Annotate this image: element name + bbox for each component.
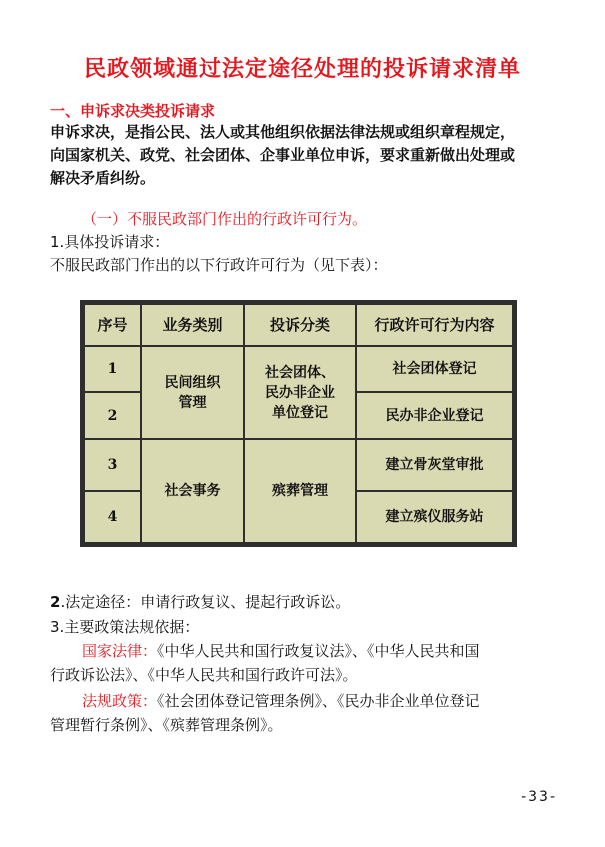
definition-paragraph xyxy=(50,121,560,190)
item2-number: 2 xyxy=(50,593,61,611)
regs-label: 法规政策： xyxy=(82,692,158,710)
category-civil-org: 民间组织 管理 xyxy=(164,374,221,411)
row-number: 1 xyxy=(107,361,118,377)
class-funeral: 殡葬管理 xyxy=(272,483,328,499)
item1-label: 1.具体投诉请求： xyxy=(50,233,170,251)
page-number: -33- xyxy=(521,789,557,805)
definition-line: 申诉求决，是指公民、法人或其他组织依据法律法规或组织章程规定， xyxy=(50,123,516,141)
regs-text: 《社会团体登记管理条例》、《民办非企业单位登记 xyxy=(157,692,480,710)
content-item: 社会团体登记 xyxy=(392,361,477,377)
item2 xyxy=(50,591,350,612)
item2-text: .法定途径：申请行政复议、提起行政诉讼。 xyxy=(60,593,351,611)
content-item: 民办非企业登记 xyxy=(385,407,484,424)
laws-line2: 行政诉讼法》、《中华人民共和国行政许可法》。 xyxy=(50,666,358,684)
laws-line xyxy=(82,640,480,661)
row-number: 4 xyxy=(107,509,118,525)
page-title: 民政领域通过法定途径处理的投诉请求清单 xyxy=(83,57,521,82)
item1-text: 不服民政部门作出的以下行政许可行为（见下表）： xyxy=(50,256,388,274)
row-number: 2 xyxy=(107,407,118,424)
licensing-table xyxy=(80,300,517,547)
regs-line2: 管理暂行条例》、《殡葬管理条例》。 xyxy=(50,716,283,734)
definition-line: 向国家机关、政党、社会团体、企事业单位申诉，要求重新做出处理或 xyxy=(50,146,516,164)
subsection-heading: （一）不服民政部门作出的行政许可行为。 xyxy=(82,210,368,228)
content-item: 建立殡仪服务站 xyxy=(385,509,484,525)
header-complaint-class: 投诉分类 xyxy=(269,316,330,334)
header-index: 序号 xyxy=(97,316,128,334)
laws-text: 《中华人民共和国行政复议法》、《中华人民共和国 xyxy=(157,642,480,660)
regs-line xyxy=(82,690,480,711)
item3-label: 3.主要政策法规依据： xyxy=(50,618,200,636)
category-social-affairs: 社会事务 xyxy=(164,483,221,499)
row-number: 3 xyxy=(107,457,118,473)
header-license-content: 行政许可行为内容 xyxy=(374,316,495,334)
content-item: 建立骨灰堂审批 xyxy=(385,457,484,473)
definition-line: 解决矛盾纠纷。 xyxy=(50,169,156,187)
header-business-category: 业务类别 xyxy=(162,316,223,334)
licensing-table-body xyxy=(85,305,512,542)
class-registration: 社会团体、 民办非企业 单位登记 xyxy=(265,364,335,421)
laws-label: 国家法律： xyxy=(82,642,158,660)
section-heading-appeal: 一、申诉求决类投诉请求 xyxy=(50,102,216,120)
